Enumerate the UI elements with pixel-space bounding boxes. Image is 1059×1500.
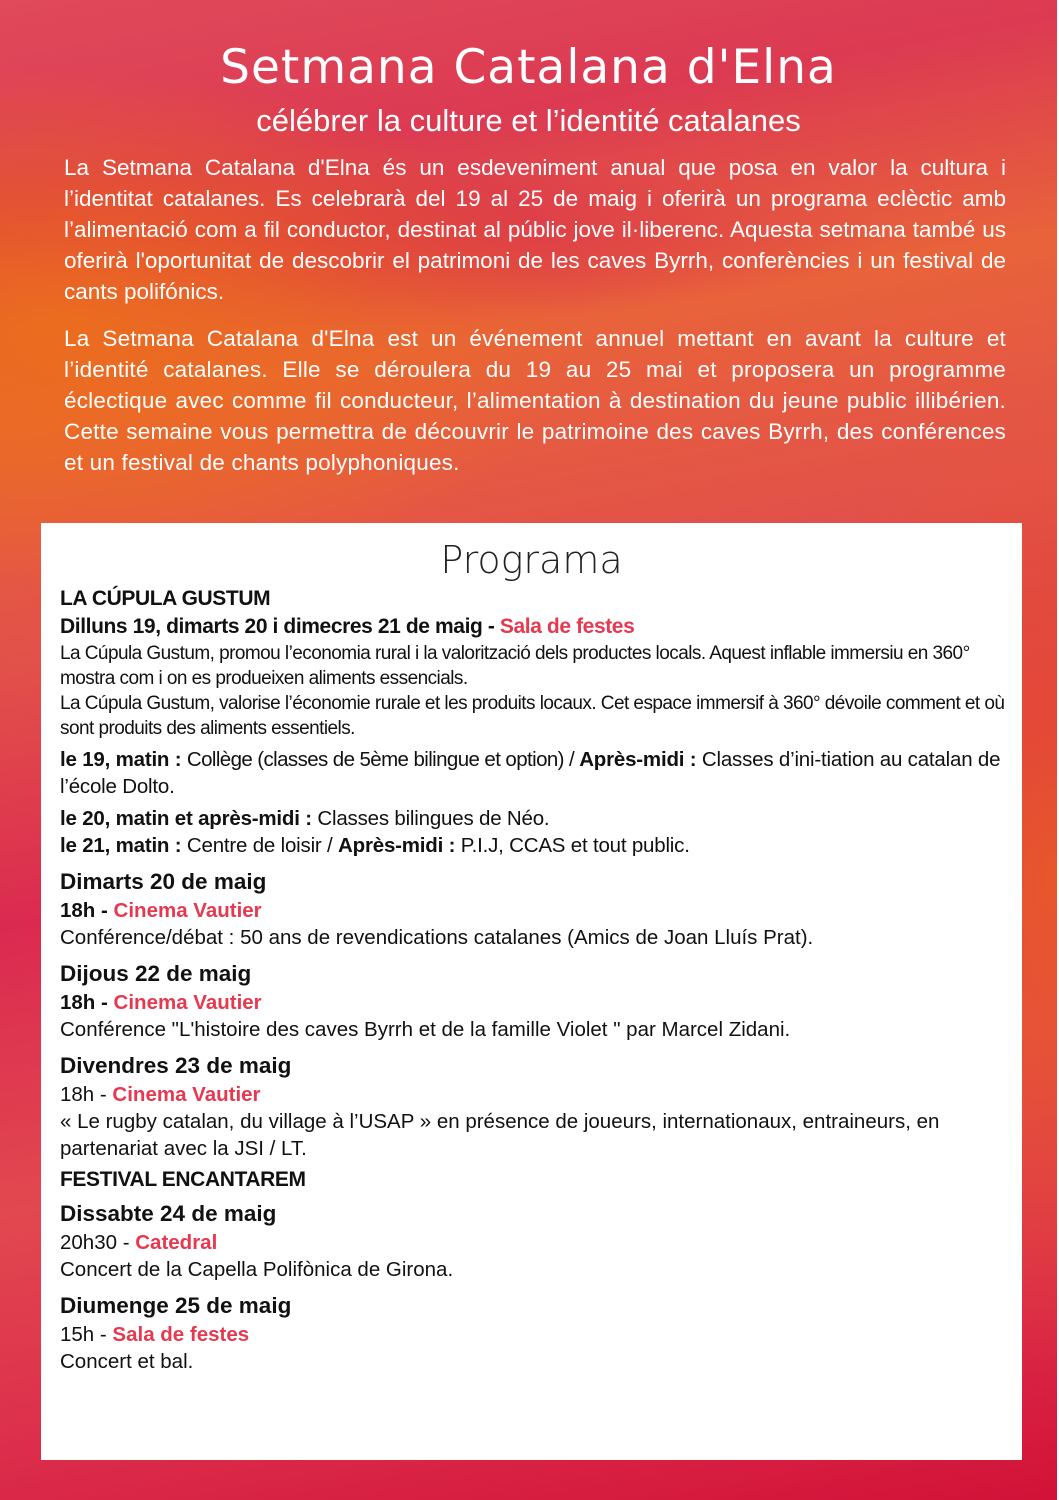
section-heading-festival: FESTIVAL ENCANTAREM (60, 1168, 306, 1191)
programme-content (60, 585, 1010, 1375)
cupula-description-catalan: La Cúpula Gustum, promou l’economia rural i la valorització dels productes locals. Aquest inflable immersiu en 360° mostra com i on es produeixen aliments essencials. (60, 643, 970, 689)
event-day: Diumenge 25 de maig (60, 1293, 292, 1318)
event-time-venue (60, 1229, 1010, 1256)
cupula-dates-text: Dilluns 19, dimarts 20 i dimecres 21 de maig - (60, 615, 500, 638)
event-venue: Cinema Vautier (112, 1083, 261, 1106)
event-day: Dissabte 24 de maig (60, 1201, 277, 1226)
schedule-item (60, 832, 1010, 859)
event-item (60, 1199, 1010, 1283)
section-heading-cupula: LA CÚPULA GUSTUM (60, 587, 271, 610)
event-time: 18h - (60, 1083, 113, 1106)
schedule-item (60, 805, 1010, 832)
event-description: « Le rugby catalan, du village à l’USAP » en présence de joueurs, internationaux, entraineurs, en partenariat avec la JSI / LT. (60, 1110, 940, 1160)
page-subtitle: célébrer la culture et l’identité catalanes (256, 103, 801, 138)
schedule-item (60, 746, 1010, 800)
schedule-label: Après-midi : (579, 748, 702, 771)
event-description: Concert et bal. (60, 1350, 194, 1373)
event-time-venue (60, 1081, 1010, 1108)
event-description: Concert de la Capella Polifònica de Girona. (60, 1258, 454, 1281)
event-item (60, 1051, 1010, 1162)
event-time: 18h - (60, 899, 114, 922)
event-item (60, 1291, 1010, 1375)
event-venue: Catedral (135, 1231, 218, 1254)
event-time: 18h - (60, 991, 114, 1014)
schedule-text: P.I.J, CCAS et tout public. (460, 834, 690, 857)
event-day: Dimarts 20 de maig (60, 869, 267, 894)
programme-panel (41, 523, 1022, 1460)
schedule-label: le 19, matin : (60, 748, 187, 771)
event-time-venue (60, 1321, 1010, 1348)
event-time-venue (60, 897, 1010, 924)
event-description: Conférence/débat : 50 ans de revendications catalanes (Amics de Joan Lluís Prat). (60, 926, 814, 949)
schedule-text: Classes d’ini-tiation au catalan de l’école Dolto. (60, 748, 1001, 798)
event-venue: Cinema Vautier (113, 991, 262, 1014)
event-time: 20h30 - (60, 1231, 136, 1254)
event-item (60, 959, 1010, 1043)
intro-catalan: La Setmana Catalana d'Elna és un esdeveniment anual que posa en valor la cultura i l’identitat catalanes. Es celebrarà del 19 al 25 de maig i oferirà un programa eclèctic amb l’alimentació com a fil conductor, destinat al públic jove il·liberenc. Aquesta setmana també us oferirà l'oportunitat de descobrir el patrimoni de les caves Byrrh, conferències i un festival de cants polifónics. (64, 155, 1006, 304)
event-time: 15h - (60, 1323, 113, 1346)
intro-french: La Setmana Catalana d'Elna est un événement annuel mettant en avant la culture et l’identité catalanes. Elle se déroulera du 19 au 25 mai et proposera un programme éclectique avec comme fil conducteur, l’alimentation à destination du jeune public illibérien. Cette semaine vous permettra de découvrir le patrimoine des caves Byrrh, des conférences et un festival de chants polyphoniques. (64, 326, 1006, 475)
event-time-venue (60, 989, 1010, 1016)
event-item (60, 867, 1010, 951)
page-title: Setmana Catalana d'Elna (220, 40, 837, 95)
event-day: Divendres 23 de maig (60, 1053, 292, 1078)
schedule-text: Centre de loisir / (186, 834, 339, 857)
event-venue: Cinema Vautier (113, 899, 262, 922)
schedule-label: le 21, matin : (60, 834, 187, 857)
event-venue: Sala de festes (112, 1323, 250, 1346)
schedule-label: le 20, matin et après-midi : (60, 807, 318, 830)
cupula-description-french: La Cúpula Gustum, valorise l’économie rurale et les produits locaux. Cet espace immersif à 360° dévoile comment et où sont produits des aliments essentiels. (60, 693, 1005, 739)
event-description: Conférence "L'histoire des caves Byrrh et de la famille Violet " par Marcel Zidani. (60, 1018, 791, 1041)
programme-title: Programa (440, 538, 623, 582)
schedule-text: Classes bilingues de Néo. (317, 807, 550, 830)
cupula-dates (60, 613, 1010, 641)
event-day: Dijous 22 de maig (60, 961, 252, 986)
cupula-venue: Sala de festes (499, 615, 635, 638)
schedule-label: Après-midi : (338, 834, 461, 857)
schedule-text: Collège (classes de 5ème bilingue et option) / (186, 748, 580, 771)
